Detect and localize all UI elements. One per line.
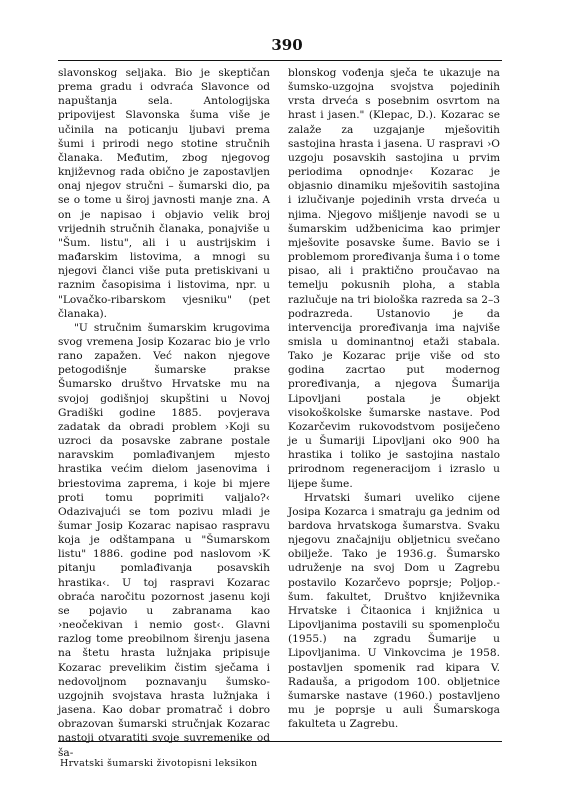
right-paragraph-1: blonskog vođenja sječa te ukazuje na šumsko-uzgojna svojstva pojedinih vrsta drveća s posebnim osvrtom na hrast i jasen." (Klepac, D.). Kozarac se zalaže za uzgajanje mješovitih sastojina hrasta i jasena. U raspravi ›O uzgoju posavskih sastojina u prvim periodima opnodnje‹ Kozarac je objasnio dinamiku mješovitih sastojina i izlučivanje pojedinih vrsta drveća u njima. Njegovo mišljenje navodi se u šumarskim udžbenicima kao primjer mješovite posavske šume. Bavio se i problemom proređivanja šuma i o tome pisao, ali i praktično proučavao na temelju pokusnih ploha, a stabla razlučuje na tri biološka razreda sa 2–3 podrazreda. Ustanovio je da intervencija proređivanja ima najviše smisla u dominantnoj etaži stabala. Tako je Kozarac prije više od sto godina zacrtao put modernog proređivanja, a njegova Šumarija Lipovljani postala je objekt visokoškolske šumarske nastave. Pod Kozarčevim rukovodstvom posiječeno je u Šumariji Lipovljani oko 900 ha hrastika i toliko je sastojina nastalo prirodnom regeneracijom i izraslo u lijepe šume. bbox=[288, 67, 500, 490]
footer-rule bbox=[58, 741, 502, 742]
left-paragraph-2: "U stručnim šumarskim krugovima svog vremena Josip Kozarac bio je vrlo rano zapažen. Već nakon njegove petogodišnje šumarske prakse Šumarsko društvo Hrvatske mu na svojoj godišnjoj skupštini u Novoj Gradiški godine 1885. povjerava zadatak da obradi problem ›Koji su uzroci da posavske zabrane postale naravskim pomlađivanjem mjesto hrastika većim dielom jasenovima i briestovima zaprema, i koje bi mjere proti tomu poprimiti valjalo?‹ Odazivajući se tom pozivu mladi je šumar Josip Kozarac napisao raspravu koja je odštampana u "Šumarskom listu" 1886. godine pod naslovom ›K pitanju pomlađivanja posavskih hrastika‹. U toj raspravi Kozarac obraća naročitu pozornost jasenu koji se pojavio u zabranama kao ›neočekivan i nemio gost‹. Glavni razlog tome preobilnom širenju jasena na štetu hrasta lužnjaka pripisuje Kozarac prevelikim čistim sječama i nedovoljnom poznavanju šumsko-uzgojnih svojstava hrasta lužnjaka i jasena. Kao dobar promatrač i dobro obrazovan šumarski stručnjak Kozarac nastoji otvaratiti svoje suvremenike od ša- bbox=[58, 321, 270, 759]
page-number: 390 bbox=[271, 36, 303, 54]
left-paragraph-1: slavonskog seljaka. Bio je skeptičan prema gradu i odvraća Slavonce od napuštanja sela. Antologijska pripovijest Slavonska šuma više je učinila na poticanju ljubavi prema šumi i prirodi nego stotine stručnih članaka. Međutim, zbog njegovog književnog rada obično je zapostavljen onaj njegov stručni – šumarski dio, pa se o tome u široj javnosti manje zna. A on je napisao i objavio velik broj vrijednih stručnih članaka, ponajviše u "Šum. listu", ali i u austrijskim i mađarskim listovima, a mnogi su njegovi članci više puta pretiskivani u raznim časopisima i listovima, npr. u "Lovačko-ribarskom vjesniku" (pet članaka). bbox=[58, 67, 270, 320]
header-rule bbox=[58, 60, 502, 61]
right-paragraph-2: Hrvatski šumari uveliko cijene Josipa Kozarca i smatraju ga jednim od bardova hrvatskoga šumarstva. Svaku njegovu značajniju obljetnicu svečano obilježe. Tako je 1936.g. Šumarsko udruženje na svoj Dom u Zagrebu postavilo Kozarčevo poprsje; Poljop.-šum. fakultet, Društvo književnika Hrvatske i Čitaonica i knjižnica u Lipovljanima postavili su spomenploču (1955.) na zgradu Šumarije u Lipovljanima. U Vinkovcima je 1958. postavljen spomenik rad kipara V. Radauša, a prigodom 100. obljetnice šumarske nastave (1960.) postavljeno mu je poprsje u auli Šumarskoga fakulteta u Zagrebu. bbox=[288, 491, 500, 731]
right-column bbox=[288, 66, 500, 731]
footer-text: Hrvatski šumarski životopisni leksikon bbox=[60, 758, 258, 769]
left-column bbox=[58, 66, 270, 760]
